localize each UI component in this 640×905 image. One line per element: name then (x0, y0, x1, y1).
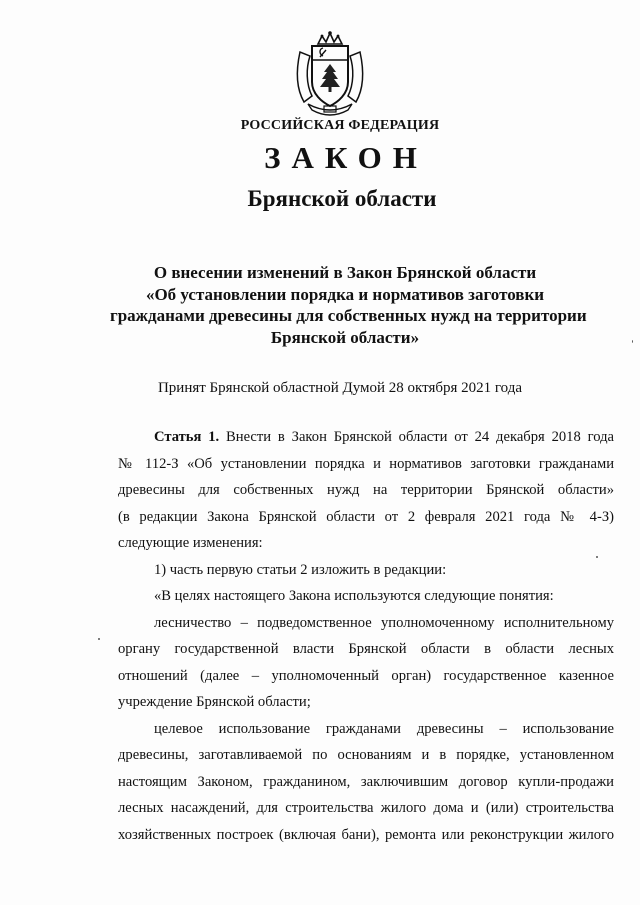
body-line: хозяйственных построек (включая бани), ремонта или реконструкции жилого (118, 826, 614, 843)
body-line: (в редакции Закона Брянской области от 2 февраля 2021 года № 4-З) (118, 508, 614, 525)
body-line: лесных насаждений, для строительства жилого дома и (или) строительства (118, 800, 614, 816)
article-label: Статья 1. (154, 429, 220, 445)
scan-speck (98, 638, 100, 640)
law-title-line: «Об установлении порядка и нормативов заготовки (145, 284, 545, 304)
body-line: древесины для собственных нужд на территории Брянской области» (118, 482, 614, 498)
scan-speck (596, 556, 598, 558)
body-line: настоящим Законом, гражданином, заключившим договор купли-продажи (118, 773, 614, 790)
law-title-line: О внесении изменений в Закон Брянской области (153, 263, 537, 282)
law-title-line: Брянской области» (270, 327, 420, 347)
body-line: органу государственной власти Брянской области в области лесных (118, 641, 614, 657)
body-line: древесины, заготавливаемой по основаниям и в порядке, установленном (118, 747, 614, 763)
law-body (118, 424, 614, 848)
law-title-line: гражданами древесины для собственных нужд на территории (110, 306, 587, 325)
scan-speck (632, 340, 633, 343)
region-heading: Брянской области (247, 186, 437, 211)
body-line: учреждение Брянской области; (118, 694, 311, 710)
adoption-statement: Принят Брянской областной Думой 28 октября 2021 года (157, 380, 523, 396)
article-text: Внести в Закон Брянской области от 24 декабря 2018 года (226, 429, 614, 445)
article-first-line (118, 424, 614, 451)
quote-intro: «В целях настоящего Закона используются следующие понятия: (154, 588, 554, 604)
item-1: 1) часть первую статьи 2 изложить в редакции: (154, 561, 447, 578)
body-line: отношений (далее – уполномоченный орган) государственное казенное (118, 667, 614, 684)
federation-heading: РОССИЙСКАЯ ФЕДЕРАЦИЯ (240, 118, 440, 133)
coat-of-arms-emblem (290, 30, 370, 116)
forestry-definition-first: лесничество – подведомственное уполномоченному исполнительному (154, 614, 614, 631)
body-line: следующие изменения: (118, 535, 263, 551)
law-title (110, 262, 587, 348)
target-use-definition-first: целевое использование гражданами древесины – использование (154, 720, 614, 737)
body-line: № 112-З «Об установлении порядка и нормативов заготовки гражданами (118, 455, 614, 472)
law-heading: ЗАКОН (264, 140, 428, 175)
